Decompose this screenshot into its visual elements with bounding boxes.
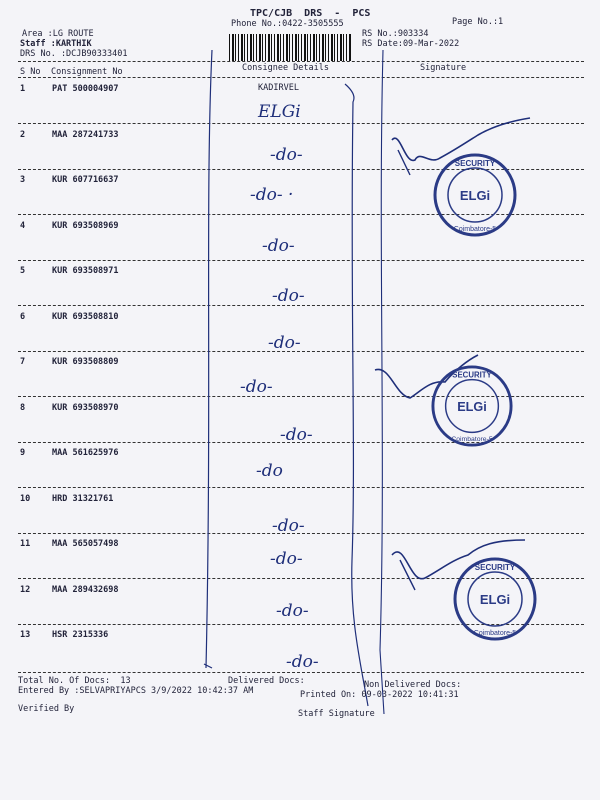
stamp-center-text: ELGi bbox=[457, 399, 487, 414]
handwritten-consignee: -do- bbox=[280, 424, 313, 445]
row-sno: 4 bbox=[20, 220, 26, 231]
delivered-docs: Delivered Docs: bbox=[228, 676, 305, 686]
total-docs: Total No. Of Docs: 13 bbox=[18, 676, 131, 686]
row-consignment-no: KUR 607716637 bbox=[52, 175, 119, 185]
phone-number: Phone No.:0422-3505555 bbox=[231, 19, 344, 29]
col-sno: S No bbox=[20, 67, 41, 77]
row-sno: 1 bbox=[20, 84, 26, 94]
row-consignment-no: MAA 289432698 bbox=[52, 584, 119, 595]
handwritten-consignee: -do- bbox=[240, 377, 273, 397]
row-consignment-no: MAA 565057498 bbox=[52, 539, 119, 549]
row-sno: 8 bbox=[20, 402, 26, 413]
row-consignment-no: KUR 693508970 bbox=[52, 402, 119, 413]
handwritten-consignee: -do- bbox=[286, 652, 319, 672]
stamp-bottom-text: Coimbatore-5 bbox=[453, 226, 497, 233]
row-consignment-no: PAT 500004907 bbox=[52, 84, 119, 94]
col-signature: Signature bbox=[420, 63, 467, 73]
row-consignment-no: KUR 693508971 bbox=[52, 266, 119, 276]
handwritten-consignee: -do- bbox=[262, 235, 295, 256]
row-sno: 2 bbox=[20, 129, 26, 140]
rs-number: RS No.:903334 bbox=[362, 29, 429, 39]
staff-signature: Staff Signature bbox=[298, 709, 375, 719]
footer-divider bbox=[18, 672, 584, 673]
row-sno: 9 bbox=[20, 448, 26, 458]
rs-date: RS Date:09-Mar-2022 bbox=[362, 39, 460, 49]
entered-by: Entered By :SELVAPRIYAPCS 3/9/2022 10:42:37 AM bbox=[18, 686, 254, 696]
row-consignment-no: KUR 693508809 bbox=[52, 357, 119, 367]
handwritten-consignee: -do- bbox=[272, 515, 305, 536]
row-consignment-no: HSR 2315336 bbox=[52, 630, 109, 640]
elgi-security-stamp bbox=[452, 556, 538, 642]
stamp-top-text: SECURITY bbox=[452, 370, 492, 380]
handwritten-consignee: ELGi bbox=[258, 102, 301, 122]
printed-on: Printed On: 09-03-2022 10:41:31 bbox=[300, 690, 459, 700]
row-consignment-no: MAA 287241733 bbox=[52, 129, 119, 140]
non-delivered-docs: Non Delivered Docs: bbox=[364, 680, 462, 690]
row-consignment-no: MAA 561625976 bbox=[52, 448, 119, 458]
row-sno: 6 bbox=[20, 311, 26, 322]
elgi-security-stamp bbox=[432, 152, 518, 238]
col-consignment: Consignment No bbox=[51, 67, 123, 77]
row-sno: 5 bbox=[20, 266, 26, 276]
row-sno: 12 bbox=[20, 584, 31, 595]
consignee-name: KADIRVEL bbox=[258, 83, 299, 93]
stamp-bottom-text: Coimbatore-5 bbox=[473, 630, 517, 637]
handwritten-consignee: -do- · bbox=[250, 185, 294, 205]
stamp-center-text: ELGi bbox=[459, 188, 491, 203]
elgi-security-stamp bbox=[430, 364, 514, 448]
staff-field: Staff :KARTHIK bbox=[20, 39, 92, 49]
report-title: TPC/CJB DRS - PCS bbox=[250, 8, 371, 19]
row-sno: 7 bbox=[20, 357, 26, 367]
stamp-bottom-text: Coimbatore-5 bbox=[451, 436, 493, 444]
handwritten-consignee: -do- bbox=[272, 286, 305, 306]
drs-number: DRS No. :DCJB90333401 bbox=[20, 49, 128, 59]
handwritten-consignee: -do bbox=[256, 461, 283, 481]
handwritten-consignee: -do- bbox=[270, 549, 303, 569]
page-number: Page No.:1 bbox=[452, 17, 504, 27]
row-sno: 13 bbox=[20, 630, 31, 640]
handwritten-consignee: -do- bbox=[268, 332, 301, 353]
stamp-top-text: SECURITY bbox=[454, 159, 496, 168]
row-consignment-no: KUR 693508969 bbox=[52, 220, 119, 231]
row-sno: 3 bbox=[20, 175, 26, 185]
stamp-center-text: ELGi bbox=[479, 592, 511, 607]
row-sno: 10 bbox=[20, 493, 31, 504]
stamp-top-text: SECURITY bbox=[474, 563, 516, 572]
row-sno: 11 bbox=[20, 539, 31, 549]
row-consignment-no: KUR 693508810 bbox=[52, 311, 119, 322]
handwritten-consignee: -do- bbox=[270, 144, 303, 165]
col-consignee: Consignee Details bbox=[242, 63, 329, 73]
handwritten-consignee: -do- bbox=[276, 600, 309, 621]
verified-by: Verified By bbox=[18, 704, 75, 714]
area-field: Area :LG ROUTE bbox=[22, 29, 94, 39]
row-consignment-no: HRD 31321761 bbox=[52, 493, 114, 504]
